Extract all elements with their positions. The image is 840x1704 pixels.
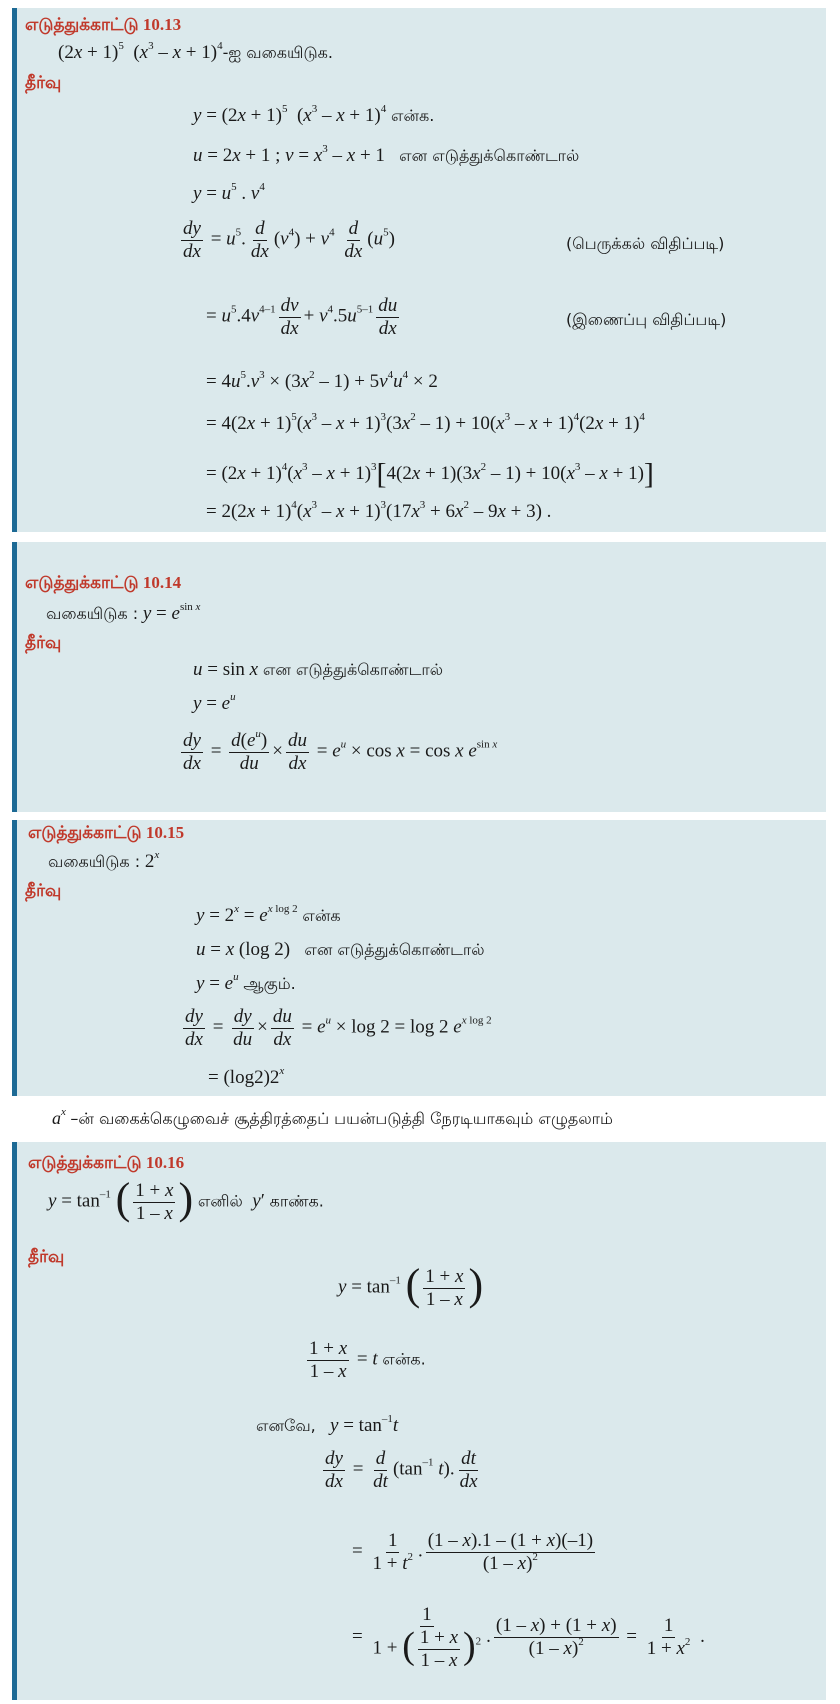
example-10-13-box: [12, 8, 826, 532]
rule-note: (பெருக்கல் விதிப்படி): [566, 234, 725, 253]
problem-text: -ஐ வகையிடுக.: [222, 43, 333, 62]
eq-line: = $4(2x + 1)^5(x^3 - x + 1)^3(3x^2 - 1) + 10(x^3 - x + 1)^4(2x + 1)^4$: [206, 411, 645, 434]
eq-line: u = x (log 2) என எடுத்துக்கொண்டால்: [196, 939, 485, 960]
solution-label: தீர்வு: [25, 633, 62, 652]
take-text: என எடுத்துக்கொண்டால்: [262, 660, 443, 679]
eq-line: u = 2x + 1 ; $v = x^3 - x + 1$ என எடுத்துக்கொண்டால்: [193, 143, 580, 166]
solution-label: தீர்வு: [25, 881, 62, 900]
problem-statement: வகையிடுக : 2$^x$: [48, 849, 160, 872]
let-text: என்க: [302, 906, 341, 925]
eq-line: = $2(2x + 1)^4(x^3 - x + 1)^3(17x^3 + 6x^2 - 9x + 3)$ .: [206, 499, 552, 522]
note: $a^x$ –ன் வகைக்கெழுவைச் சூத்திரத்தைப் பயன்படுத்தி நேரடியாகவும் எழுதலாம்: [52, 1106, 613, 1128]
eq-line: $\frac{dy}{dx}$ = $\frac{d(e^u)}{du}$ × $\frac{du}{dx}$ = $e^u \times \cos x = \cos x$ $e^{sin x}$: [183, 728, 498, 774]
take-text: என எடுத்துக்கொண்டால்: [304, 940, 485, 959]
eq-line: = $(\log 2)2^x$: [208, 1065, 285, 1088]
problem-statement: வகையிடுக : $y = e^{sin x}$: [46, 601, 201, 624]
eq-line: $y = e^u$: [193, 691, 236, 714]
let-text: என்க.: [390, 106, 435, 125]
example-title: எடுத்துக்காட்டு 10.16: [28, 1153, 185, 1172]
eq-line: = $u^5.4v^{4-1}$ $\frac{dv}{dx}$ + $v^4.5u^{5-1}$ $\frac{du}{dx}$: [206, 295, 398, 339]
problem-statement: $(2x + 1)^5$ ($x^3$ – $x + 1)^4-ஐ$ வகையிடுக.: [58, 40, 333, 63]
example-title: எடுத்துக்காட்டு 10.13: [25, 15, 182, 34]
eq-line: = $(2x + 1)^4(x^3 - x + 1)^3[4(2x + 1)(3x^2 - 1) + 10(x^3 - x + 1)]$: [206, 457, 654, 491]
hence-text: எனவே,: [256, 1416, 316, 1435]
example-title: எடுத்துக்காட்டு 10.14: [25, 573, 182, 592]
eq-line: $\frac{dy}{dx}$ = $\frac{d}{dt}$ ($\tan^{-1}$ t). $\frac{dt}{dx}$: [325, 1448, 478, 1492]
rule-note: (இணைப்பு விதிப்படி): [566, 310, 727, 329]
problem-text: வகையிடுக :: [48, 852, 141, 871]
eq-line: = 1 1 + ( $\frac{1 + x}{1 - x}$ )$^2$ . $\frac{(1 - x) + (1 + x)}{(1 - x)^2}$ = $\frac{1}{1 + x^2}$ .: [352, 1604, 705, 1671]
eq-line: $y = 2^x = e^{x log 2}$ என்க: [196, 903, 341, 926]
eq-line: $y = u^5$ . $v^4$: [193, 181, 265, 204]
let-text: என்க.: [382, 1349, 426, 1369]
becomes-text: ஆகும்.: [243, 974, 296, 993]
problem-text: வகையிடுக :: [46, 604, 139, 623]
eq-line: = $\frac{1}{1 + t^2}$ . $\frac{(1 - x).1 - (1 + x)(-1)}{(1 - x)^2}$: [352, 1530, 594, 1574]
note-text: –ன் வகைக்கெழுவைச் சூத்திரத்தைப் பயன்படுத்தி நேரடியாகவும் எழுதலாம்: [70, 1109, 613, 1128]
eq-line: $\frac{dy}{dx}$ = $u^5$. $\frac{d}{dx}$ $(v^4) + v^4$ $\frac{d}{dx}$ $(u^5)$: [183, 218, 395, 262]
example-title: எடுத்துக்காட்டு 10.15: [28, 823, 185, 842]
eq-line: $y = (2x + 1)^5$ $(x^3 - x + 1)^4$ என்க.: [193, 103, 435, 126]
solution-label: தீர்வு: [28, 1247, 65, 1266]
if-text: எனில்: [197, 1191, 243, 1211]
eq-line: $y = e^u$ ஆகும்.: [196, 971, 296, 994]
find-text: காண்க.: [269, 1191, 324, 1211]
solution-label: தீர்வு: [25, 73, 62, 92]
eq-line: $\frac{1 + x}{1 - x}$ = t என்க.: [309, 1338, 426, 1382]
eq-line: எனவே, $y = \tan^{-1}t$: [256, 1413, 399, 1436]
eq-line: $\frac{dy}{dx}$ = $\frac{dy}{du}$ × $\frac{du}{dx}$ = $e^u \times \log 2 = \log 2$ $e^{x log 2}$: [185, 1006, 492, 1050]
take-text: என எடுத்துக்கொண்டால்: [399, 146, 580, 165]
problem-statement: $y = \tan^{-1}$ ( $\frac{1 + x}{1 - x}$ ) எனில் y′ காண்க.: [48, 1174, 324, 1224]
eq-line: = $4u^5.v^3 \times (3x^2 - 1) + 5v^4u^4 \times 2$: [206, 369, 438, 392]
eq-line: $y = \tan^{-1}$ ( $\frac{1 + x}{1 - x}$ ): [338, 1260, 484, 1310]
eq-line: u = sin x என எடுத்துக்கொண்டால்: [193, 659, 443, 680]
